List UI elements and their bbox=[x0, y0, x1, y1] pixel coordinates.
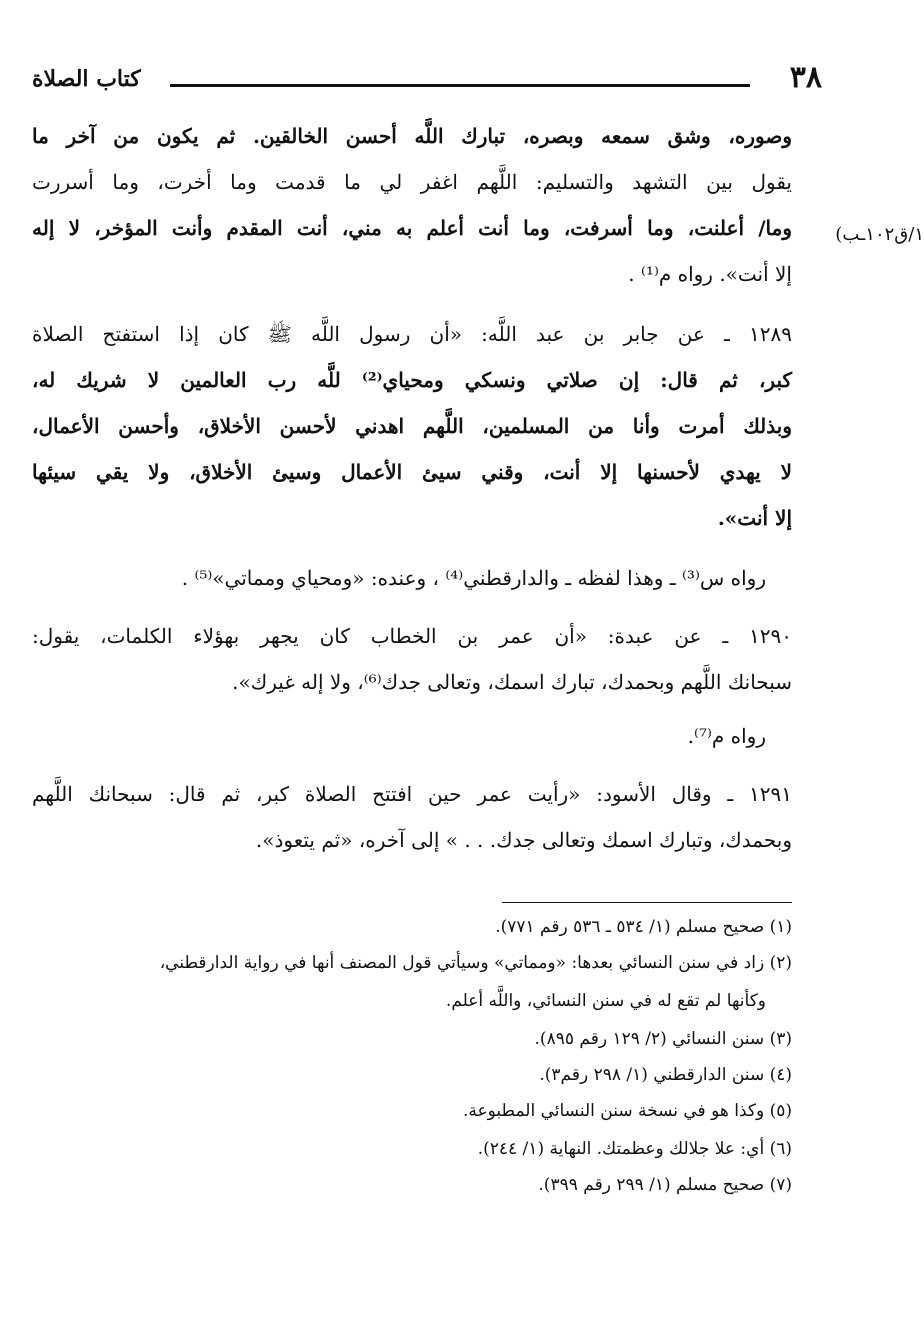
page-number: ٣٨ bbox=[789, 60, 822, 95]
body-line: وصوره، وشق سمعه وبصره، تبارك اللَّه أحسن الخالقين. ثم يكون من آخر ما bbox=[32, 124, 792, 148]
body-line: وما/ أعلنت، وما أسرفت، وما أنت أعلم به مني، أنت المقدم وأنت المؤخر، لا إله bbox=[32, 216, 792, 240]
body-line: يقول بين التشهد والتسليم: اللَّهم اغفر لي ما قدمت وما أخرت، وما أسررت bbox=[32, 170, 792, 194]
hadith-1289-line: ١٢٨٩ ـ عن جابر بن عبد اللَّه: «أن رسول اللَّه ﷺ كان إذا استفتح الصلاة bbox=[32, 322, 792, 346]
body-line: سبحانك اللَّهم وبحمدك، تبارك اسمك، وتعالى جدك⁽⁶⁾، ولا إله غيرك». bbox=[232, 670, 792, 694]
running-title: كتاب الصلاة bbox=[32, 66, 141, 92]
narration-line: رواه س⁽³⁾ ـ وهذا لفظه ـ والدارقطني⁽⁴⁾ ، وعنده: «ومحياي ومماتي»⁽⁵⁾ . bbox=[181, 566, 766, 590]
narration-line: رواه م⁽⁷⁾. bbox=[687, 724, 766, 748]
footnote: (٢) زاد في سنن النسائي بعدها: «ومماتي» وسيأتي قول المصنف أنها في رواية الدارقطني، bbox=[159, 953, 792, 973]
body-line: وبذلك أمرت وأنا من المسلمين، اللَّهم اهدني لأحسن الأخلاق، وأحسن الأعمال، bbox=[32, 414, 792, 438]
footnote: (٧) صحيح مسلم (١/ ٢٩٩ رقم ٣٩٩). bbox=[538, 1175, 792, 1195]
body-line: إلا أنت». رواه م⁽¹⁾ . bbox=[628, 262, 792, 286]
footnote-continuation: وكأنها لم تقع له في سنن النسائي، واللَّه أعلم. bbox=[445, 991, 766, 1011]
body-line: إلا أنت». bbox=[717, 506, 792, 530]
footnote: (٦) أي: علا جلالك وعظمتك. النهاية (١/ ٢٤٤). bbox=[477, 1139, 792, 1159]
footnote-separator bbox=[502, 902, 792, 903]
body-line: لا يهدي لأحسنها إلا أنت، وقني سيئ الأعمال وسيئ الأخلاق، ولا يقي سيئها bbox=[32, 460, 792, 484]
footnote: (٤) سنن الدارقطني (١/ ٢٩٨ رقم٣). bbox=[539, 1065, 792, 1085]
hadith-1291-line: ١٢٩١ ـ وقال الأسود: «رأيت عمر حين افتتح الصلاة كبر، ثم قال: سبحانك اللَّهم bbox=[32, 782, 792, 806]
body-line: كبر، ثم قال: إن صلاتي ونسكي ومحياي⁽²⁾ للَّه رب العالمين لا شريك له، bbox=[32, 368, 793, 392]
footnote: (١) صحيح مسلم (١/ ٥٣٤ ـ ٥٣٦ رقم ٧٧١). bbox=[495, 917, 792, 937]
footnote: (٣) سنن النسائي (٢/ ١٢٩ رقم ٨٩٥). bbox=[534, 1029, 792, 1049]
body-line: وبحمدك، وتبارك اسمك وتعالى جدك. . . » إلى آخره، «ثم يتعوذ». bbox=[255, 828, 792, 852]
manuscript-folio-note: ١/ق١٠٢ـب) bbox=[835, 224, 924, 245]
header-rule bbox=[170, 84, 750, 87]
hadith-1290-line: ١٢٩٠ ـ عن عبدة: «أن عمر بن الخطاب كان يجهر بهؤلاء الكلمات، يقول: bbox=[32, 624, 792, 648]
footnote: (٥) وكذا هو في نسخة سنن النسائي المطبوعة. bbox=[462, 1101, 792, 1121]
